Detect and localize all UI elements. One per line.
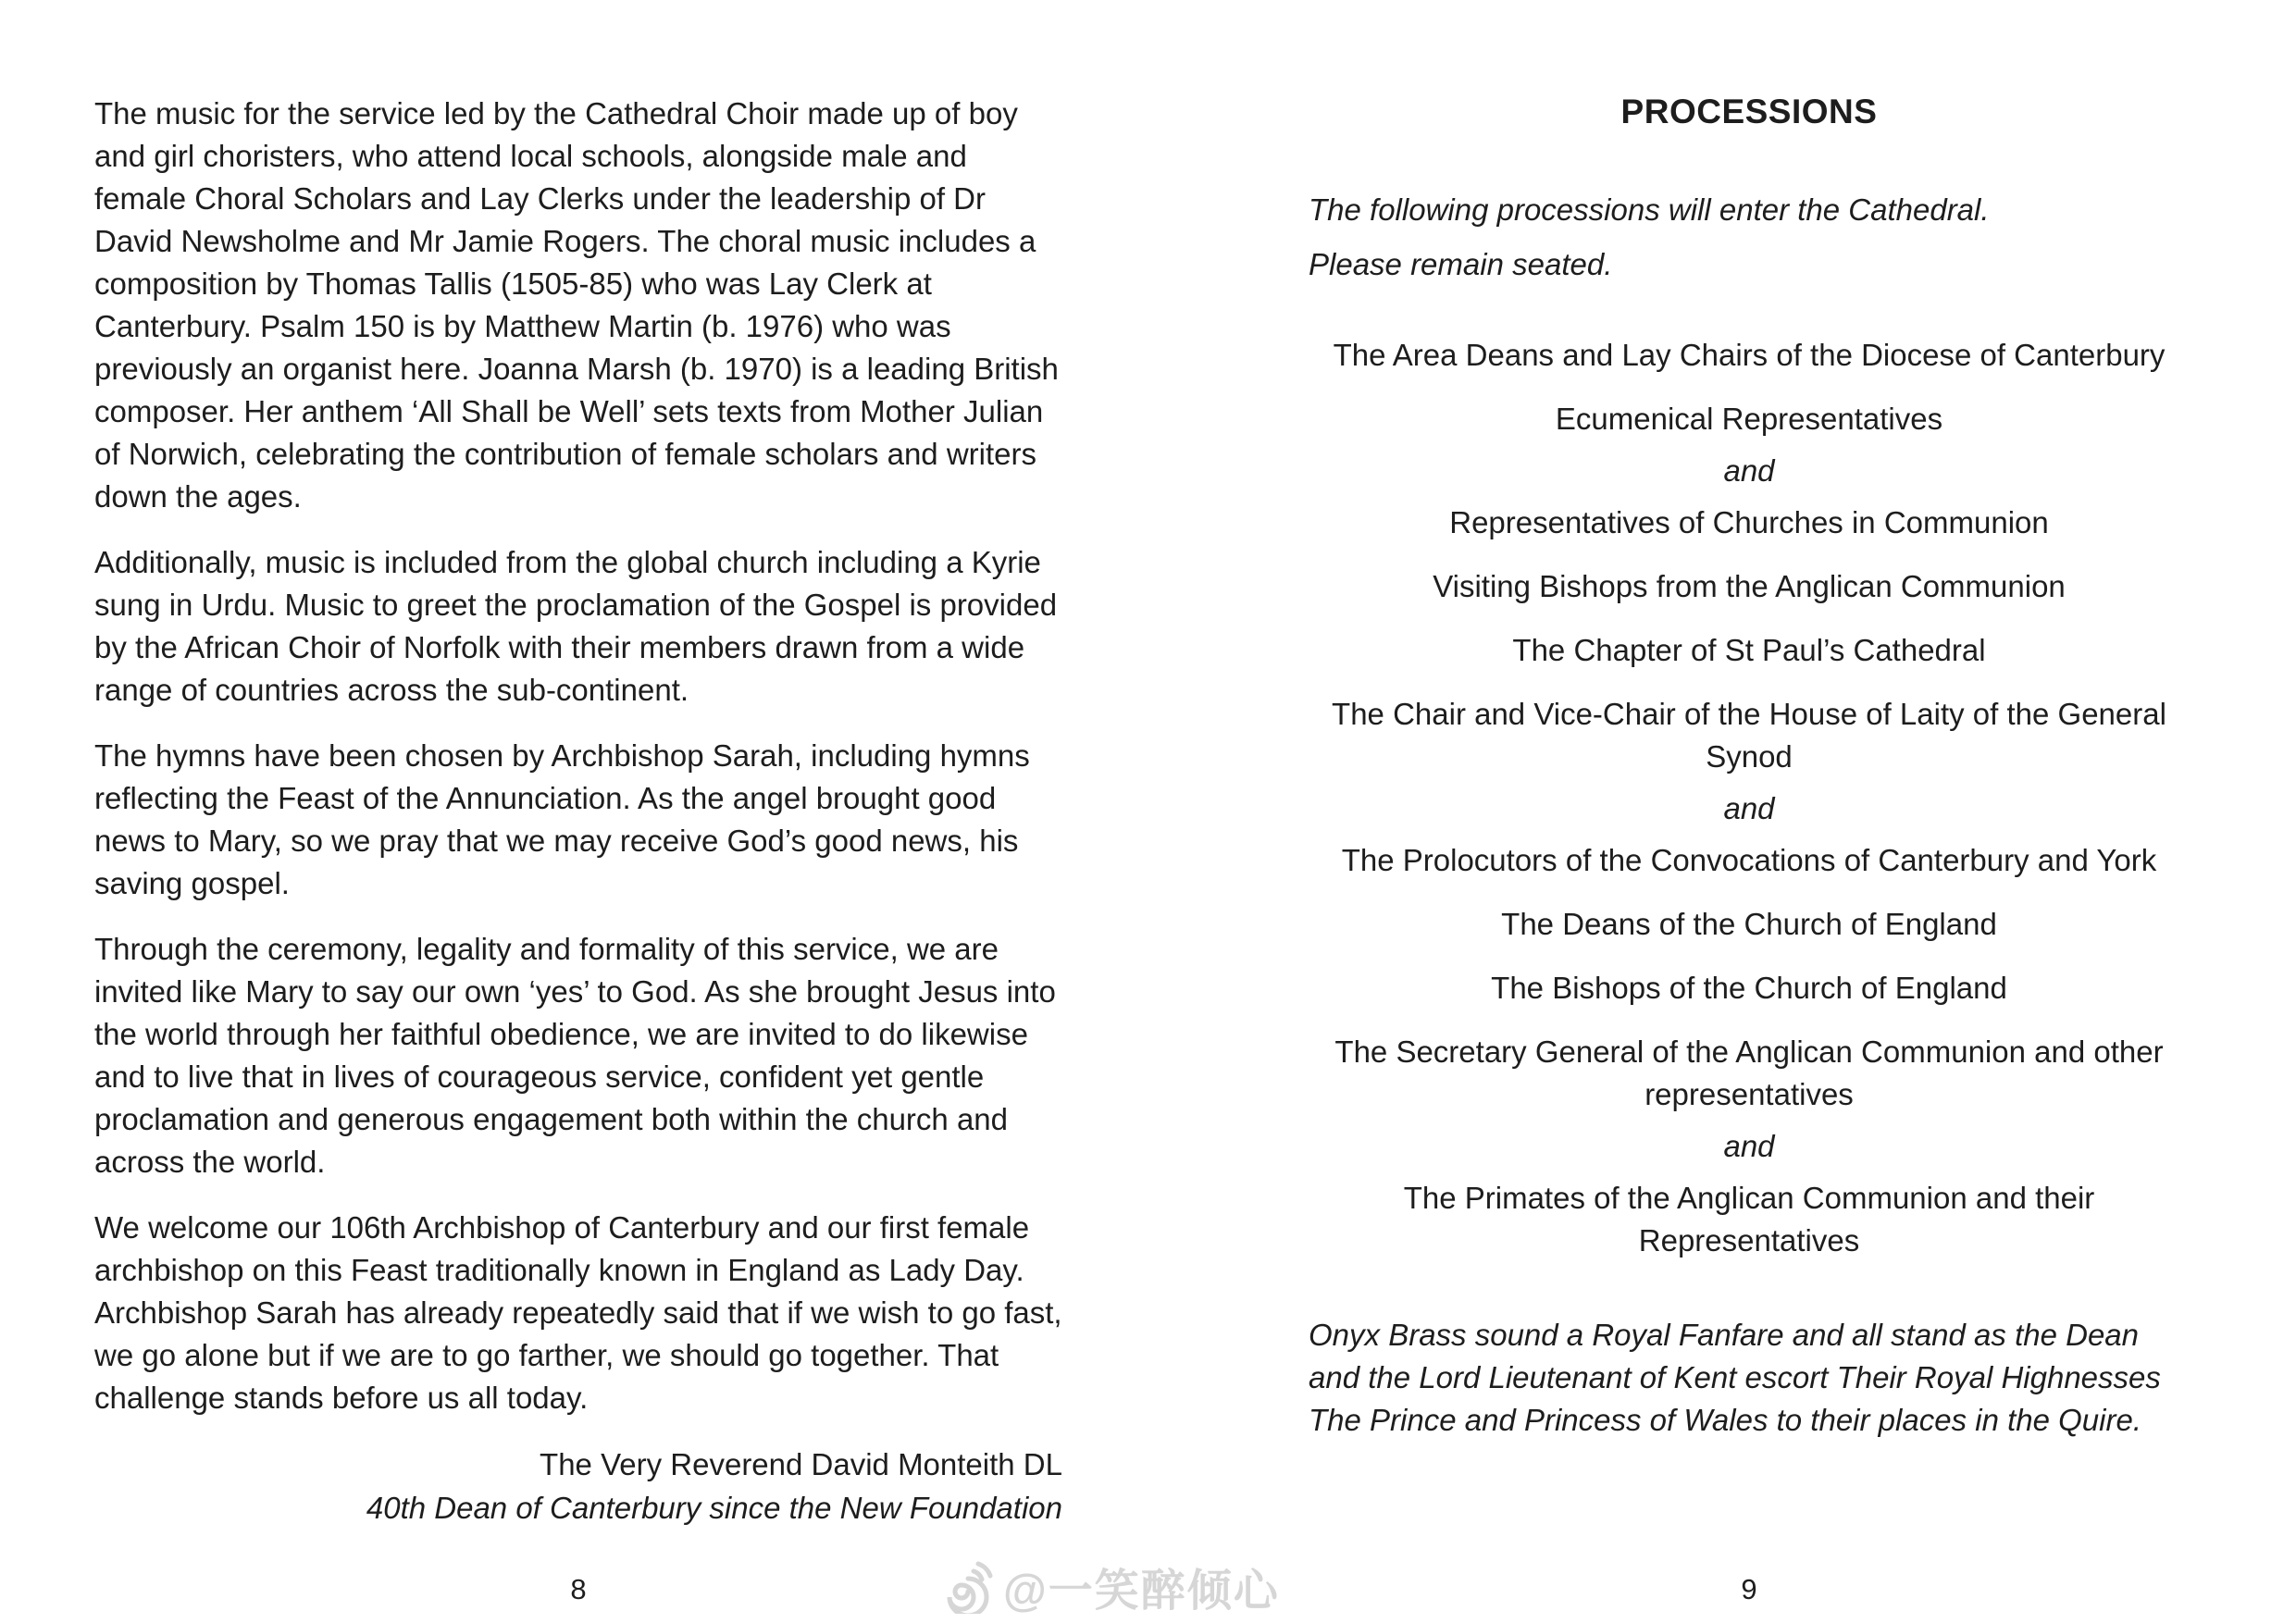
procession-item: The Prolocutors of the Convocations of Canterbury and York bbox=[1341, 843, 2157, 877]
procession-item: The Primates of the Anglican Communion and their Representatives bbox=[1403, 1181, 2095, 1258]
signature-block bbox=[94, 1443, 1062, 1530]
signature-title: 40th Dean of Canterbury since the New Foundation bbox=[366, 1491, 1062, 1525]
procession-item: The Deans of the Church of England bbox=[1501, 907, 1997, 941]
procession-item: Ecumenical Representatives bbox=[1555, 402, 1943, 436]
signature-name: The Very Reverend David Monteith DL bbox=[540, 1447, 1062, 1481]
watermark-text: @一笑醉倾心 bbox=[1003, 1567, 1280, 1616]
intro-line: Please remain seated. bbox=[1309, 247, 1613, 281]
body-paragraph: The hymns have been chosen by Archbishop Sarah, including hymns reflecting the Feast of the Annunciation. As the angel brought good news to Mary, so we pray that we may receive God’s good news, his saving gospel. bbox=[94, 738, 1030, 900]
procession-and: and bbox=[1723, 791, 1775, 825]
procession-item: The Chair and Vice-Chair of the House of Laity of the General Synod bbox=[1332, 697, 2166, 774]
procession-item: Representatives of Churches in Communion bbox=[1449, 505, 2049, 539]
body-paragraph: We welcome our 106th Archbishop of Canterbury and our first female archbishop on this Feast traditionally known in England as Lady Day. Archbishop Sarah has already repeatedly said that if we wish to go fast, we go alone but if we are to go farther, we should go together. That challenge stands before us all today. bbox=[94, 1210, 1062, 1415]
procession-and: and bbox=[1723, 1129, 1775, 1163]
procession-item: The Secretary General of the Anglican Communion and other representatives bbox=[1334, 1035, 2164, 1111]
watermark bbox=[935, 1555, 1280, 1618]
intro-line: The following processions will enter the Cathedral. bbox=[1309, 192, 1990, 227]
body-paragraph: Additionally, music is included from the global church including a Kyrie sung in Urdu. Music to greet the proclamation of the Gospel is provided by the African Choir of Norfolk with their members drawn from a wide range of countries across the sub-continent. bbox=[94, 545, 1058, 707]
page-number-left: 8 bbox=[570, 1573, 587, 1605]
closing-rubric: Onyx Brass sound a Royal Fanfare and all stand as the Dean and the Lord Lieutenant of Kent escort Their Royal Highnesses The Prince and Princess of Wales to their places in the Quire. bbox=[1309, 1318, 2161, 1437]
body-paragraph: Through the ceremony, legality and formality of this service, we are invited like Mary to say our own ‘yes’ to God. As she brought Jesus into the world through her faithful obedience, we are invited to do likewise and to live that in lives of courageous service, confident yet gentle proclamation and generous engagement both within the church and across the world. bbox=[94, 932, 1056, 1179]
procession-item: The Area Deans and Lay Chairs of the Diocese of Canterbury bbox=[1333, 338, 2166, 372]
procession-and: and bbox=[1723, 453, 1775, 488]
right-page bbox=[1309, 93, 2190, 1442]
procession-item: The Bishops of the Church of England bbox=[1491, 971, 2007, 1005]
watermark-logo-icon bbox=[935, 1560, 996, 1614]
section-heading: PROCESSIONS bbox=[1620, 93, 1878, 130]
page-number-right: 9 bbox=[1741, 1573, 1757, 1605]
body-paragraph: The music for the service led by the Cathedral Choir made up of boy and girl choristers, who attend local schools, alongside male and female Choral Scholars and Lay Clerks under the leadership of Dr David Newsholme and Mr Jamie Rogers. The choral music includes a composition by Thomas Tallis (1505-85) who was Lay Clerk at Canterbury. Psalm 150 is by Matthew Martin (b. 1976) who was previously an organist here. Joanna Marsh (b. 1970) is a leading British composer. Her anthem ‘All Shall be Well’ sets texts from Mother Julian of Norwich, celebrating the contribution of female scholars and writers down the ages. bbox=[94, 96, 1059, 514]
processions-list bbox=[1309, 334, 2190, 1262]
procession-item: Visiting Bishops from the Anglican Communion bbox=[1433, 569, 2066, 603]
left-page bbox=[94, 93, 1062, 1530]
procession-item: The Chapter of St Paul’s Cathedral bbox=[1512, 633, 1986, 667]
